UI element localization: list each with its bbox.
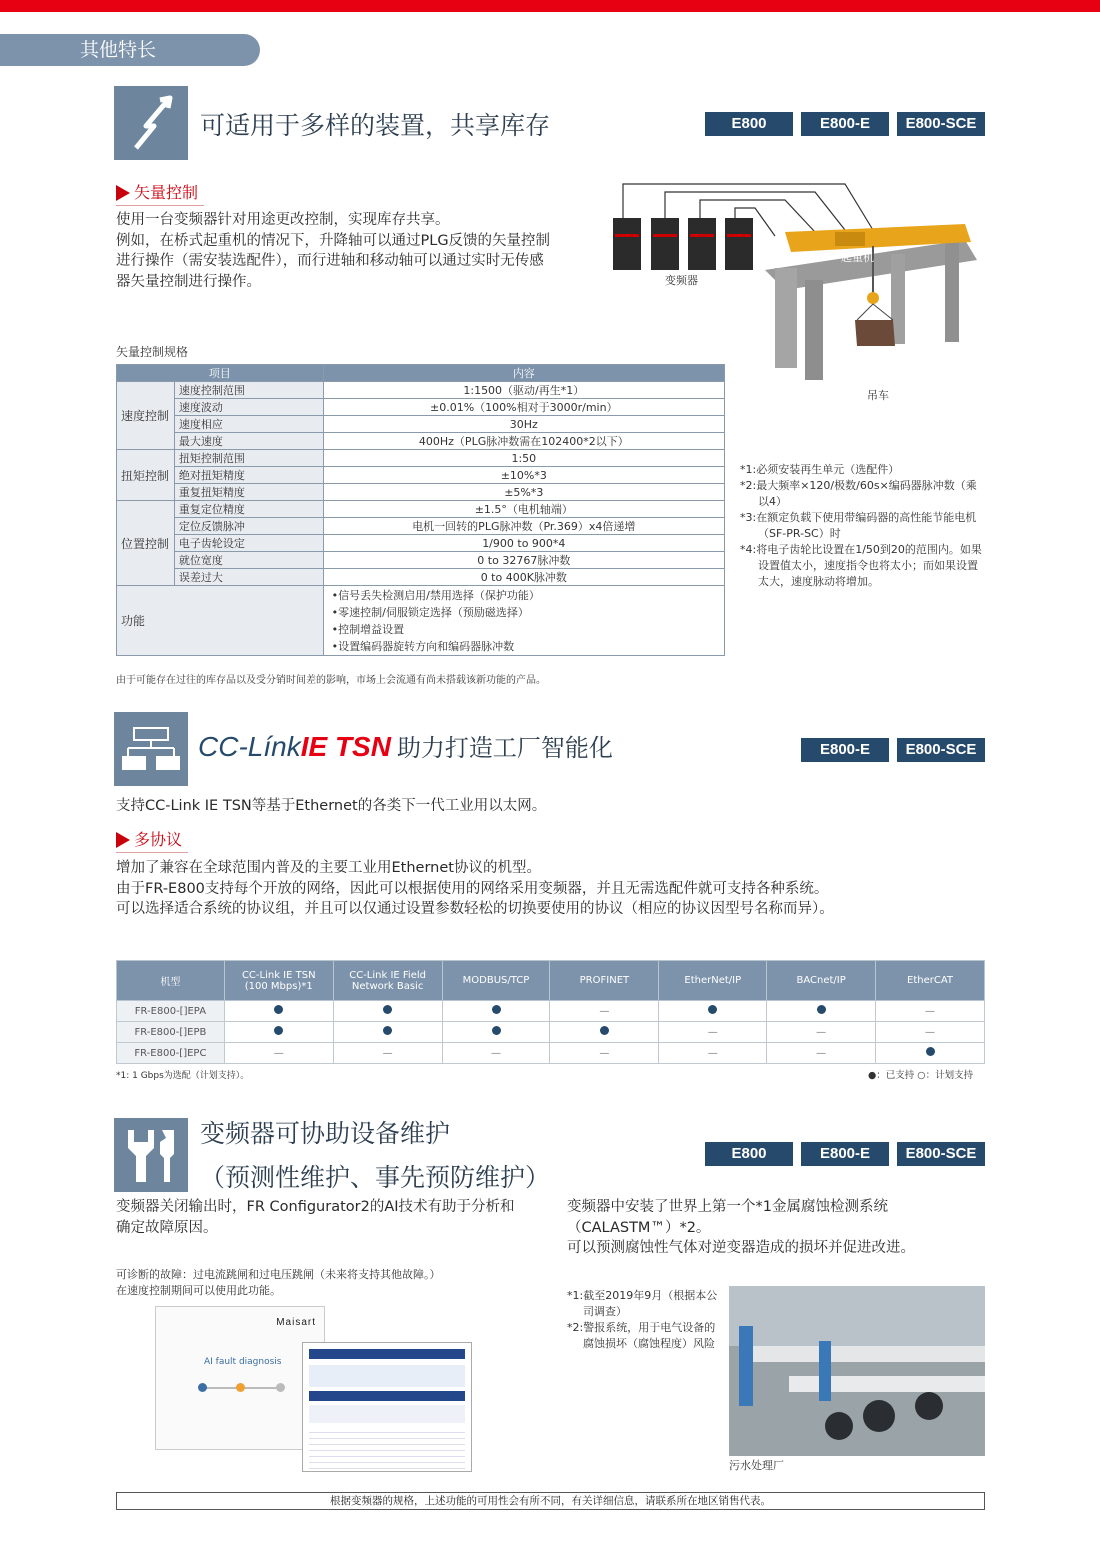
row-value: 1:50 (323, 450, 724, 467)
vector-spec-table (116, 364, 725, 656)
unsupported-cell: — (659, 1043, 767, 1064)
lightning-arrow-icon (114, 86, 188, 160)
section1-body: 使用一台变频器针对用途更改控制，实现库存共享。 例如，在桥式起重机的情况下，升降轴可以通过PLG反馈的矢量控制 进行操作（需安装选配件），而行进轴和移动轴可以通过实时无传感 器矢量控制进行操作。 (116, 212, 551, 290)
table-row (117, 416, 725, 433)
unsupported-cell: — (333, 1043, 442, 1064)
inverter-label: 变频器 (665, 274, 698, 287)
row-value: 0 to 32767脉冲数 (323, 552, 724, 569)
top-accent-bar (0, 0, 1100, 12)
row-label: 扭矩控制范围 (174, 450, 323, 467)
group-function: 功能 (117, 586, 324, 656)
header-ethercat: EtherCAT (876, 961, 985, 1001)
row-label: 定位反馈脉冲 (174, 518, 323, 535)
section3-title-line2: （预测性维护、事先预防维护） (200, 1163, 551, 1192)
header-content: 内容 (323, 365, 724, 382)
row-value: 400Hz（PLG脉冲数需在102400*2以下） (323, 433, 724, 450)
badge-e800-e: E800-E (801, 112, 889, 136)
supported-cell (442, 1001, 550, 1022)
supported-cell (224, 1001, 333, 1022)
supported-dot-icon (926, 1047, 935, 1056)
protocol-legend: ●：已支持 ○：计划支持 (868, 1070, 974, 1081)
supported-dot-icon (274, 1005, 283, 1014)
triangle-icon (116, 185, 130, 201)
row-label: 速度控制范围 (174, 382, 323, 399)
header-bacnet: BACnet/IP (767, 961, 876, 1001)
supported-dot-icon (274, 1026, 283, 1035)
table-row (117, 569, 725, 586)
supported-dot-icon (817, 1005, 826, 1014)
section3-title-line1: 变频器可协助设备维护 (200, 1119, 451, 1148)
section3-left-small: 可诊断的故障：过电流跳闸和过电压跳闸（未来将支持其他故障。） 在速度控制期间可以使用此功能。 (116, 1268, 441, 1297)
supported-dot-icon (600, 1026, 609, 1035)
section-tab: 其他特长 (0, 34, 260, 66)
section3-notes: *1:截至2019年9月（根据本公 司调查） *2:警报系统，用于电气设备的 腐蚀损坏（腐蚀程度）风险 (567, 1289, 718, 1350)
table-row (117, 1043, 985, 1064)
table-row (117, 467, 725, 484)
unsupported-cell: — (876, 1022, 985, 1043)
supported-dot-icon (383, 1026, 392, 1035)
header-cclink-tsn: CC-Link IE TSN (100 Mbps)*1 (224, 961, 333, 1001)
badge-e800-sce: E800-SCE (897, 738, 985, 762)
subhead-multi-protocol: 多协议 (116, 827, 188, 853)
section3-right-body: 变频器中安装了世界上第一个*1金属腐蚀检测系统 （CALASTM™）*2。 可以预测腐蚀性气体对逆变器造成的损坏并促进改进。 (567, 1199, 915, 1256)
row-value: 1:1500（驱动/再生*1） (323, 382, 724, 399)
row-label: 误差过大 (174, 569, 323, 586)
configurator-window (302, 1342, 472, 1472)
supported-cell (767, 1001, 876, 1022)
row-label: 重复定位精度 (174, 501, 323, 518)
spec-caption: 矢量控制规格 (116, 345, 189, 359)
row-value: 1/900 to 900*4 (323, 535, 724, 552)
subhead-vector-control: 矢量控制 (116, 180, 204, 206)
hoist-label: 吊车 (867, 389, 889, 402)
ai-diagnosis-screen (155, 1306, 325, 1450)
step-dot (276, 1383, 285, 1392)
table-row (117, 518, 725, 535)
supported-dot-icon (708, 1005, 717, 1014)
table-row (117, 484, 725, 501)
row-label: 电子齿轮设定 (174, 535, 323, 552)
step-dot (236, 1383, 245, 1392)
triangle-icon (116, 832, 130, 848)
supported-cell (333, 1022, 442, 1043)
unsupported-cell: — (442, 1043, 550, 1064)
supported-cell (442, 1022, 550, 1043)
table-row (117, 586, 725, 656)
header-cclink-field: CC-Link IE Field Network Basic (333, 961, 442, 1001)
crane-label: 起重机 (841, 251, 874, 264)
header-profinet: PROFINET (550, 961, 659, 1001)
wrench-tools-icon (114, 1118, 188, 1192)
table-row (117, 535, 725, 552)
row-value: ±10%*3 (323, 467, 724, 484)
badge-e800: E800 (705, 1142, 793, 1166)
table-header-row (117, 961, 985, 1001)
row-value: 30Hz (323, 416, 724, 433)
maisart-logo: Maisart (276, 1317, 316, 1328)
supported-dot-icon (383, 1005, 392, 1014)
spec-notes: *1:必须安装再生单元（选配件） *2:最大频率×120/极数/60s×编码器脉冲数（乘 以4） *3:在额定负载下使用带编码器的高性能节能电机 （SF-PR-SC）时 *4:将电子齿轮比设置在1/50到20的范围内。如果 设置值太小，速度指令也将太小；而如果设置 太大，速度脉动将增加。 (740, 463, 982, 588)
row-value: ±5%*3 (323, 484, 724, 501)
table-header-row (117, 365, 725, 382)
section3-left-body: 变频器关闭输出时，FR Configurator2的AI技术有助于分析和 确定故障原因。 (116, 1199, 515, 1236)
unsupported-cell: — (659, 1022, 767, 1043)
row-value: 0 to 400K脉冲数 (323, 569, 724, 586)
factory-network-icon (114, 712, 188, 786)
table-row (117, 501, 725, 518)
table-row (117, 399, 725, 416)
row-label: 重复扭矩精度 (174, 484, 323, 501)
unsupported-cell: — (550, 1043, 659, 1064)
unsupported-cell: — (550, 1001, 659, 1022)
step-dot (198, 1383, 207, 1392)
function-list: •信号丢失检测启用/禁用选择（保护功能） •零速控制/伺服锁定选择（预励磁选择） •控制增益设置 •设置编码器旋转方向和编码器脉冲数 (323, 586, 724, 656)
row-label: 就位宽度 (174, 552, 323, 569)
header-modbus: MODBUS/TCP (442, 961, 550, 1001)
table-row (117, 1022, 985, 1043)
table-row (117, 433, 725, 450)
footer-note: 根据变频器的规格，上述功能的可用性会有所不同，有关详细信息，请联系所在地区销售代表。 (116, 1492, 985, 1510)
model-cell: FR-E800-[]EPC (117, 1043, 225, 1064)
ai-title: AI fault diagnosis (204, 1357, 282, 1367)
photo-caption: 污水处理厂 (729, 1459, 784, 1472)
table-row (117, 382, 725, 399)
table-row (117, 552, 725, 569)
unsupported-cell: — (876, 1001, 985, 1022)
unsupported-cell: — (767, 1022, 876, 1043)
disclaimer: 由于可能存在过往的库存品以及受分销时间差的影响，市场上会流通有尚未搭载该新功能的产品。 (116, 675, 546, 686)
sewage-plant-photo (729, 1286, 985, 1456)
table-row (117, 1001, 985, 1022)
supported-cell (224, 1022, 333, 1043)
row-label: 最大速度 (174, 433, 323, 450)
row-value: 电机一回转的PLG脉冲数（Pr.369）x4倍递增 (323, 518, 724, 535)
badge-e800-sce: E800-SCE (897, 1142, 985, 1166)
section2-intro: 支持CC-Link IE TSN等基于Ethernet的各类下一代工业用以太网。 (116, 798, 547, 814)
supported-cell (333, 1001, 442, 1022)
group-position: 位置控制 (117, 501, 175, 586)
group-speed: 速度控制 (117, 382, 175, 450)
header-ethernetip: EtherNet/IP (659, 961, 767, 1001)
unsupported-cell: — (224, 1043, 333, 1064)
protocol-footnote: *1: 1 Gbps为选配（计划支持）。 (116, 1071, 250, 1081)
table-row (117, 450, 725, 467)
section1-title: 可适用于多样的装置，共享库存 (200, 111, 551, 140)
supported-cell (659, 1001, 767, 1022)
row-label: 速度相应 (174, 416, 323, 433)
supported-cell (550, 1022, 659, 1043)
section2-title: CC-LínkIE TSN 助力打造工厂智能化 (198, 731, 613, 762)
badge-e800-e: E800-E (801, 1142, 889, 1166)
section2-body: 增加了兼容在全球范围内普及的主要工业用Ethernet协议的机型。 由于FR-E800支持每个开放的网络，因此可以根据使用的网络采用变频器，并且无需选配件就可支持各种系统。 可以选择适合系统的协议组，并且可以仅通过设置参数轻松的切换要使用的协议（相应的协议因型号名称而异）。 (116, 860, 834, 917)
header-model: 机型 (117, 961, 225, 1001)
badge-e800-sce: E800-SCE (897, 112, 985, 136)
row-label: 绝对扭矩精度 (174, 467, 323, 484)
group-torque: 扭矩控制 (117, 450, 175, 501)
row-value: ±1.5°（电机轴端） (323, 501, 724, 518)
supported-dot-icon (492, 1005, 501, 1014)
supported-dot-icon (492, 1026, 501, 1035)
model-cell: FR-E800-[]EPA (117, 1001, 225, 1022)
row-value: ±0.01%（100%相对于3000r/min） (323, 399, 724, 416)
protocol-table (116, 960, 985, 1064)
model-cell: FR-E800-[]EPB (117, 1022, 225, 1043)
row-label: 速度波动 (174, 399, 323, 416)
unsupported-cell: — (767, 1043, 876, 1064)
header-item: 项目 (117, 365, 324, 382)
badge-e800-e: E800-E (801, 738, 889, 762)
supported-cell (876, 1043, 985, 1064)
badge-e800: E800 (705, 112, 793, 136)
